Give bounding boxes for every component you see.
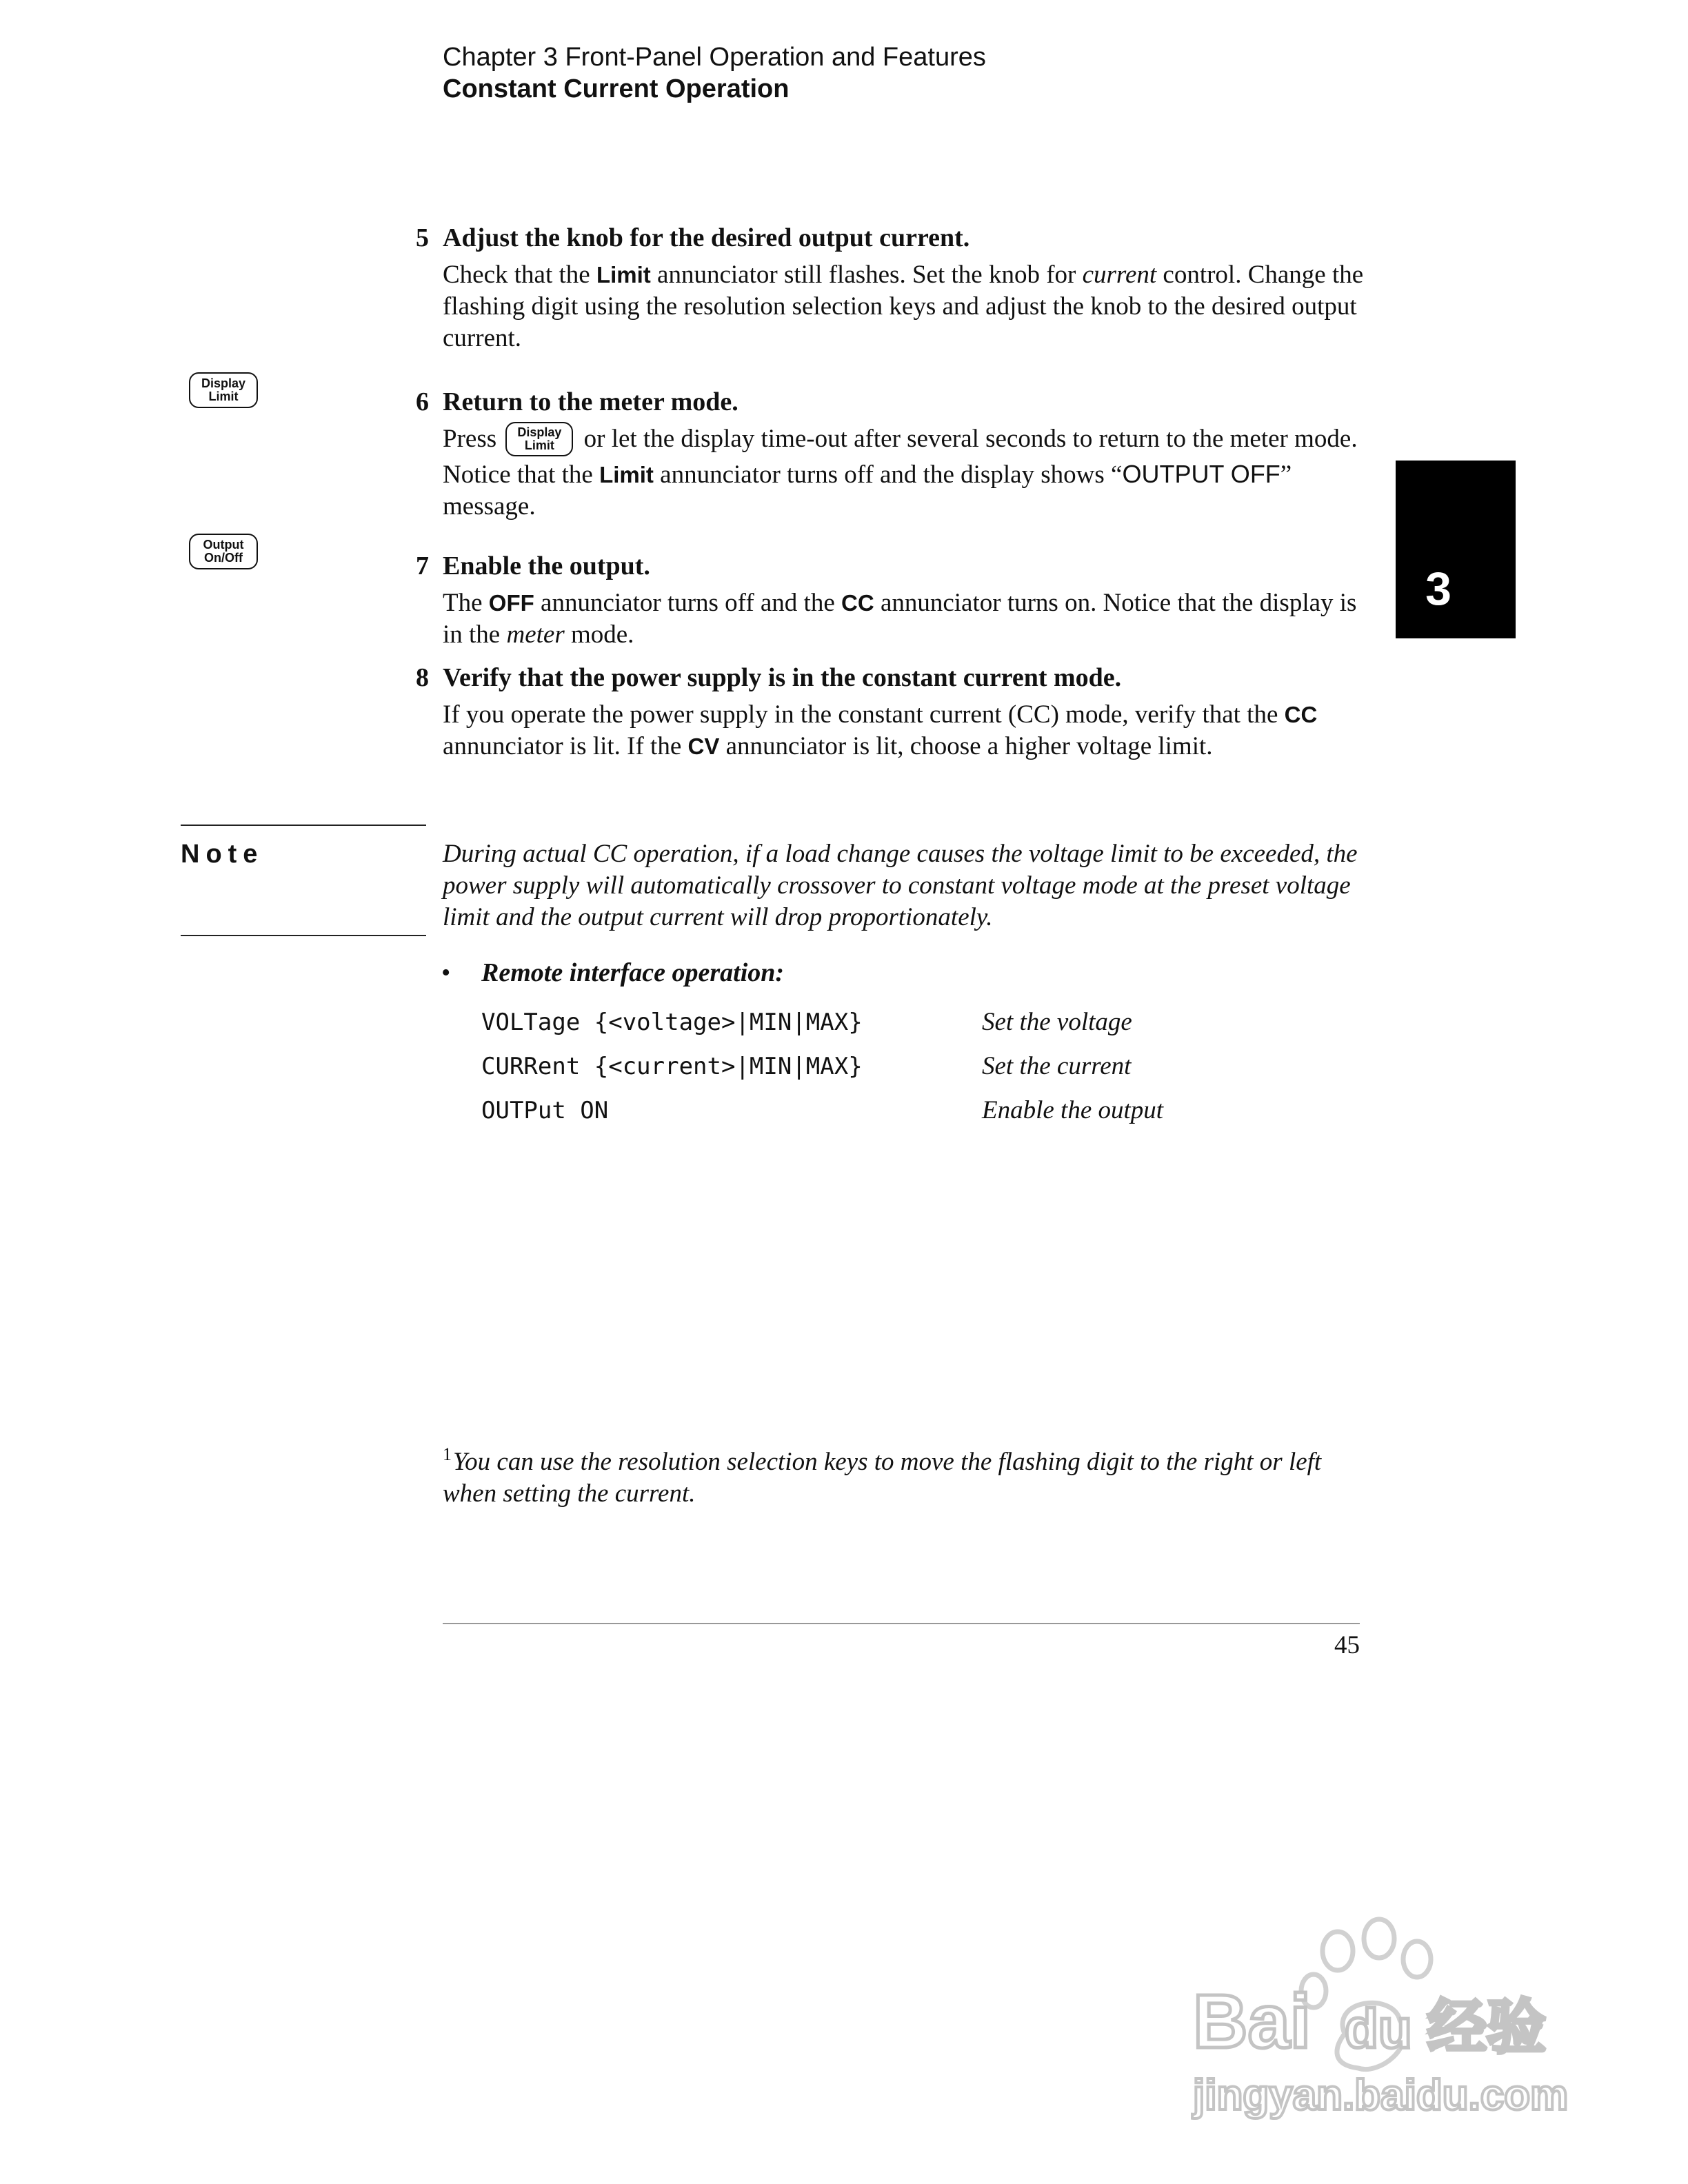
key-label-line1: Display	[517, 425, 562, 439]
cc-annunciator-label: CC	[1284, 702, 1318, 727]
text-run: Check that the	[443, 261, 596, 289]
text-run: annunciator is lit, choose a higher voltage limit.	[719, 732, 1213, 760]
display-message: OUTPUT OFF	[1122, 459, 1280, 488]
text-run: The	[443, 589, 489, 617]
scpi-command: OUTPut ON	[481, 1097, 609, 1124]
key-label-line2: On/Off	[204, 551, 243, 565]
key-label-line2: Limit	[208, 390, 239, 403]
step-title: Verify that the power supply is in the constant current mode.	[443, 663, 1122, 692]
step-number: 6	[416, 387, 429, 416]
key-label-line1: Output	[203, 538, 244, 552]
footer-rule	[443, 1623, 1360, 1624]
text-run: annunciator is lit. If the	[443, 732, 688, 760]
emphasis: meter	[506, 620, 565, 649]
note-bottom-rule	[181, 935, 426, 936]
off-annunciator-label: OFF	[488, 590, 534, 616]
section-title: Constant Current Operation	[443, 74, 790, 103]
bullet: •	[441, 958, 451, 987]
text-run: annunciator turns on. Notice that the display is in the	[443, 589, 1357, 649]
chapter-tab-number: 3	[1425, 563, 1451, 615]
text-run: ” message.	[443, 460, 1292, 520]
text-run: annunciator turns off and the	[534, 589, 842, 617]
text-run: mode.	[564, 620, 634, 649]
footnote-text: You can use the resolution selection keys to move the flashing digit to the right or left when setting the current.	[443, 1448, 1322, 1508]
step-number: 8	[416, 663, 429, 692]
text-run: If you operate the power supply in the constant current (CC) mode, verify that the	[443, 700, 1285, 729]
key-label-line1: Display	[201, 376, 246, 390]
note-text: During actual CC operation, if a load change causes the voltage limit to be exceeded, the power supply will automatically crossover to constant voltage mode at the preset voltage limit and the output current will drop proportionately.	[443, 840, 1358, 931]
step-body	[443, 259, 1367, 354]
command-description: Enable the output	[982, 1096, 1164, 1124]
watermark-brand-du: du	[1345, 1998, 1412, 2059]
step-number: 7	[416, 552, 429, 580]
scpi-command: VOLTage {<voltage>|MIN|MAX}	[481, 1009, 863, 1036]
text-run: annunciator turns off and the display shows “	[653, 460, 1123, 489]
step-title: Adjust the knob for the desired output current.	[443, 223, 970, 252]
display-limit-key-icon	[189, 372, 258, 408]
page-number: 45	[1334, 1631, 1360, 1659]
watermark-brand: Bai	[1193, 1979, 1312, 2064]
output-onoff-key-icon	[189, 534, 258, 569]
limit-annunciator-label: Limit	[596, 262, 651, 287]
text-run: or let the display time-out after several seconds to return to the meter mode. Notice that the	[443, 425, 1358, 489]
chapter-thumb-tab	[1396, 461, 1516, 638]
step-number: 5	[416, 223, 429, 252]
chapter-title: Chapter 3 Front-Panel Operation and Features	[443, 43, 986, 72]
emphasis: current	[1082, 261, 1157, 289]
step-title: Enable the output.	[443, 552, 650, 580]
remote-interface-heading: Remote interface operation:	[481, 958, 785, 987]
step-body	[443, 423, 1367, 523]
limit-annunciator-label: Limit	[599, 461, 654, 487]
watermark-url: jingyan.baidu.com	[1193, 2072, 1569, 2119]
baidu-watermark-logo	[1172, 1910, 1586, 2172]
command-description: Set the voltage	[982, 1008, 1132, 1036]
step-body	[443, 587, 1367, 651]
text-run: annunciator still flashes. Set the knob for	[650, 261, 1083, 289]
note-top-rule	[181, 825, 426, 826]
step-title: Return to the meter mode.	[443, 387, 738, 416]
footnote-marker: 1	[443, 1444, 452, 1464]
key-label-line2: Limit	[524, 438, 554, 452]
footnote	[443, 1446, 1367, 1510]
text-run: control. Change the flashing digit using the resolution selection keys and adjust the knob to the desired output current.	[443, 261, 1364, 352]
command-description: Set the current	[982, 1052, 1132, 1080]
cv-annunciator-label: CV	[687, 734, 720, 759]
text-run: Press	[443, 425, 503, 453]
watermark-cn: 经验	[1427, 1993, 1546, 2062]
scpi-command: CURRent {<current>|MIN|MAX}	[481, 1053, 863, 1080]
step-body	[443, 699, 1367, 762]
cc-annunciator-label: CC	[841, 590, 874, 616]
note-label: Note	[181, 840, 264, 869]
display-limit-key-icon	[505, 422, 573, 456]
